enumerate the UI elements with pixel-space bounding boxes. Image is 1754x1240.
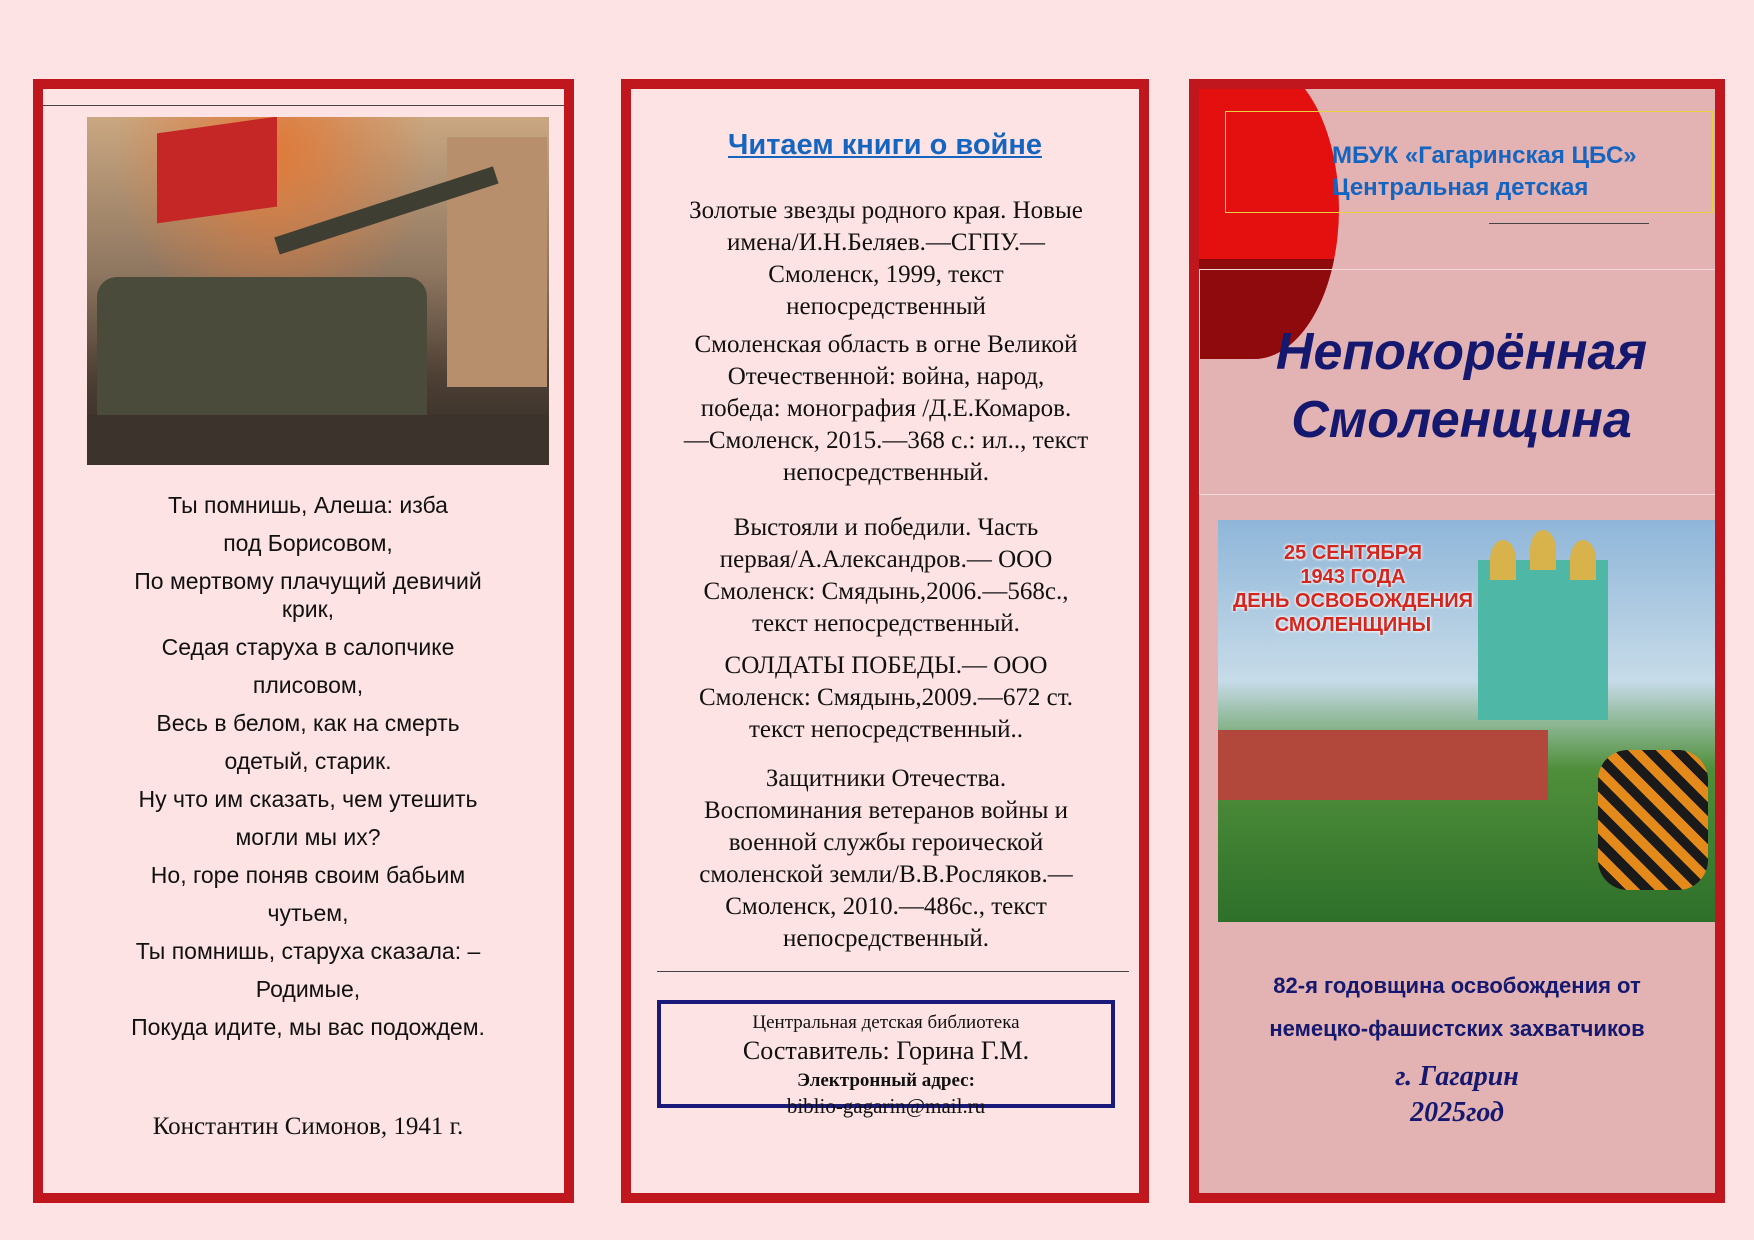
book-entry-line: победа: монография /Д.Е.Комаров. bbox=[700, 395, 1072, 422]
year: 2025год bbox=[1410, 1097, 1504, 1128]
left-panel bbox=[33, 79, 574, 1203]
right-panel bbox=[1189, 79, 1725, 1203]
org-name: МБУК «Гагаринская ЦБС» bbox=[1332, 142, 1637, 169]
org-subunit: Центральная детская bbox=[1332, 174, 1589, 201]
book-entry-line: Золотые звезды родного края. Новые bbox=[689, 197, 1083, 224]
city-name: г. Гагарин bbox=[1395, 1061, 1519, 1092]
book-entry-line: Смоленск: Смядынь,2009.—672 ст. bbox=[699, 684, 1073, 711]
book-entry-line: Смоленск, 1999, текст bbox=[768, 261, 1004, 288]
poem-line: Весь в белом, как на смерть bbox=[156, 710, 460, 736]
book-entry-line: непосредственный bbox=[786, 293, 986, 320]
book-entry-line: первая/А.Александров.— ООО bbox=[719, 546, 1053, 573]
org-underline bbox=[1489, 223, 1649, 224]
compiler: Составитель: Горина Г.М. bbox=[742, 1036, 1030, 1065]
book-entry-line: текст непосредственный.. bbox=[748, 716, 1024, 743]
book-entry-line: Смоленск, 2010.—486с., текст bbox=[725, 893, 1047, 920]
book-entry-line: Воспоминания ветеранов войны и bbox=[703, 797, 1069, 824]
poem-line: одетый, старик. bbox=[224, 748, 392, 774]
poem-line: могли мы их? bbox=[235, 824, 381, 850]
poem-line: чутьем, bbox=[267, 900, 349, 926]
photo-caption-line: ДЕНЬ ОСВОБОЖДЕНИЯ bbox=[1233, 590, 1473, 612]
organization-box bbox=[1225, 111, 1713, 213]
top-divider bbox=[43, 105, 564, 106]
poem-line: Седая старуха в салопчике bbox=[161, 634, 455, 660]
anniversary-line1: 82-я годовщина освобождения от bbox=[1273, 973, 1641, 998]
photo-caption-line: 25 СЕНТЯБРЯ bbox=[1284, 542, 1422, 564]
title-box bbox=[1199, 269, 1724, 495]
anniversary-line2: немецко-фашистских захватчиков bbox=[1269, 1016, 1645, 1041]
book-entry-line: военной службы героической bbox=[728, 829, 1044, 856]
middle-panel bbox=[621, 79, 1149, 1203]
books-section-title: Читаем книги о войне bbox=[727, 129, 1042, 161]
book-entry-line: Выстояли и победили. Часть bbox=[733, 514, 1039, 541]
poem-line: под Борисовом, bbox=[223, 530, 393, 556]
photo-caption-line: СМОЛЕНЩИНЫ bbox=[1274, 614, 1432, 636]
poem-line: плисовом, bbox=[252, 672, 364, 698]
smolensk-photo bbox=[1218, 520, 1715, 922]
contact-box bbox=[657, 1000, 1115, 1118]
poem-author: Константин Симонов, 1941 г. bbox=[152, 1113, 464, 1140]
photo-caption-line: 1943 ГОДА bbox=[1300, 566, 1406, 588]
book-entry-line: Смоленск: Смядынь,2006.—568с., bbox=[703, 578, 1069, 605]
book-entry-line: имена/И.Н.Беляев.—СГПУ.— bbox=[727, 229, 1045, 256]
poem-line: Ты помнишь, старуха сказала: – bbox=[135, 938, 481, 964]
poem-line: Но, горе поняв своим бабьим bbox=[150, 862, 466, 888]
poem-line: По мертвому плачущий девичий bbox=[134, 568, 482, 594]
poem-line: Покуда идите, мы вас подождем. bbox=[131, 1014, 485, 1040]
book-entry-line: смоленской земли/В.В.Росляков.— bbox=[699, 861, 1073, 888]
email-address: biblio-gagarin@mail.ru bbox=[786, 1094, 986, 1118]
book-entry-line: текст непосредственный. bbox=[752, 610, 1020, 637]
library-name: Центральная детская библиотека bbox=[752, 1012, 1020, 1033]
book-entry-line: Смоленская область в огне Великой bbox=[694, 331, 1078, 358]
st-george-ribbon-icon bbox=[1598, 750, 1708, 890]
poem-line: Ты помнишь, Алеша: изба bbox=[168, 492, 448, 518]
book-entry-line: Отечественной: война, народ, bbox=[727, 363, 1045, 390]
main-title-line1: Непокорённая bbox=[1275, 323, 1648, 381]
poem-line: Родимые, bbox=[255, 976, 361, 1002]
book-entry-line: —Смоленск, 2015.—368 с.: ил.., текст bbox=[683, 427, 1089, 454]
book-entry-line: СОЛДАТЫ ПОБЕДЫ.— ООО bbox=[724, 652, 1048, 679]
main-title-line2: Смоленщина bbox=[1291, 391, 1632, 449]
poem-line: Ну что им сказать, чем утешить bbox=[138, 786, 478, 812]
email-label: Электронный адрес: bbox=[797, 1070, 975, 1091]
contact-divider bbox=[657, 971, 1129, 972]
poem-line: крик, bbox=[281, 596, 335, 622]
book-entry-line: непосредственный. bbox=[782, 459, 990, 486]
war-painting-image bbox=[87, 117, 549, 465]
book-entry-line: Защитники Отечества. bbox=[765, 765, 1007, 792]
book-entry-line: непосредственный. bbox=[782, 925, 990, 952]
